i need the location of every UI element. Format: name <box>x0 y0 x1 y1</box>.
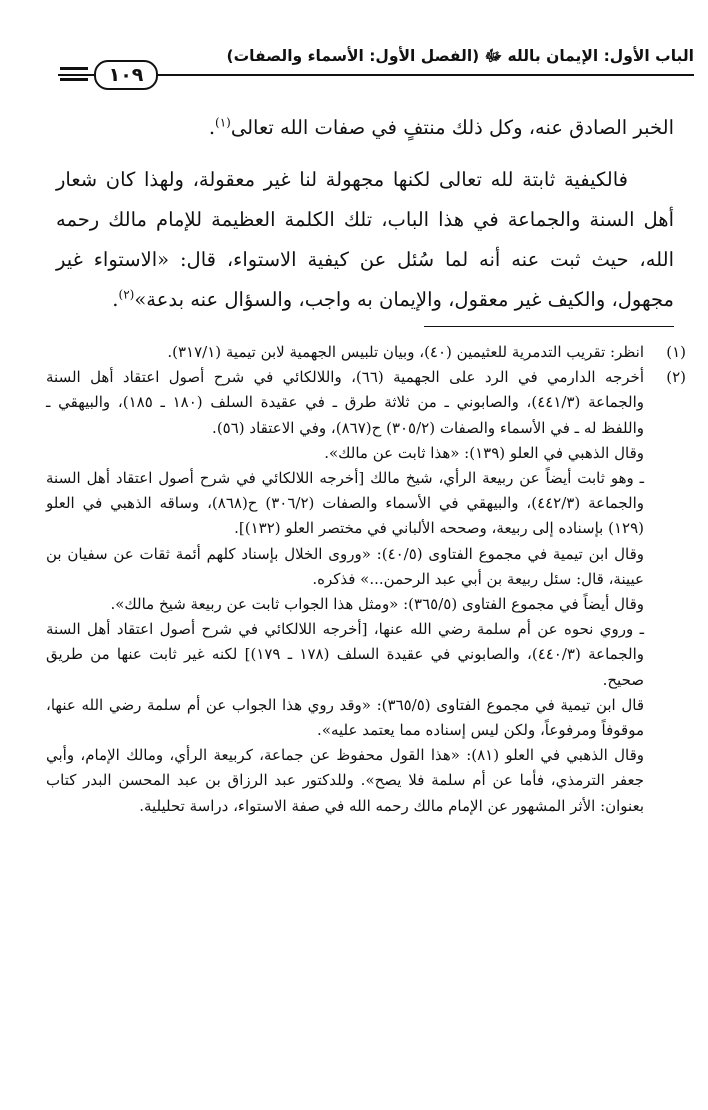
footnote-separator <box>424 326 674 327</box>
footnote-paragraph: ـ وهو ثابت أيضاً عن ربيعة الرأي، شيخ مالك [أخرجه اللالكائي في شرح أصول اعتقاد أهل السنة والجماعة (٤٤٢/٣)، والبيهقي في الأسماء والصفات (٣٠٦/٢) ح(٨٦٨)، وساقه الذهبي في العلو (١٢٩) بإسناده إلى ربيعة، وصححه الألباني في مختصر العلو (١٣٢)]. <box>46 469 644 538</box>
footnote-ref-2[interactable]: (٢) <box>118 287 135 302</box>
page-number-ornament <box>38 58 162 90</box>
footnote-number: (١) <box>666 343 686 361</box>
main-paragraph-1 <box>56 108 674 148</box>
main-paragraph-2-text: فالكيفية ثابتة لله تعالى لكنها مجهولة لنا غير معقولة، ولهذا كان شعار أهل السنة والجماعة في هذا الباب، تلك الكلمة العظيمة للإمام مالك رحمه الله، حيث ثبت عنه أنه لما سُئل عن كيفية الاستواء، قال: «الاستواء غير مجهول، والكيف غير معقول، والإيمان به واجب، والسؤال عنه بدعة» <box>56 168 674 311</box>
footnote-paragraph: أخرجه الدارمي في الرد على الجهمية (٦٦)، واللالكائي في شرح أصول اعتقاد أهل السنة والجماعة (٤٤١/٣)، والصابوني ـ من ثلاثة طرق ـ في عقيدة السلف (١٨٠ ـ ١٨٥)، والبيهقي ـ واللفظ له ـ في الأسماء والصفات (٣٠٥/٢) ح(٨٦٧)، وفي الاعتقاد (٥٦). <box>46 368 644 437</box>
footnote-1 <box>46 340 686 365</box>
footnote-paragraph: وقال أيضاً في مجموع الفتاوى (٣٦٥/٥): «ومثل هذا الجواب ثابت عن ربيعة شيخ مالك». <box>110 595 644 614</box>
footnote-paragraph: وقال الذهبي في العلو (٨١): «هذا القول محفوظ عن جماعة، كربيعة الرأي، ومالك الإمام، وأبي جعفر الترمذي، فأما عن أم سلمة فلا يصح». وللدكتور عبد الرزاق بن عبد المحسن البدر كتاب بعنوان: الأثر المشهور عن الإمام مالك رحمه الله في صفة الاستواء، دراسة تحليلية. <box>46 746 644 815</box>
footnote-paragraph: وقال الذهبي في العلو (١٣٩): «هذا ثابت عن مالك». <box>324 443 644 462</box>
chapter-title: الباب الأول: الإيمان بالله ﷻ (الفصل الأول: الأسماء والصفات) <box>226 47 694 65</box>
main-text <box>56 108 674 320</box>
main-paragraph-1-text: الخبر الصادق عنه، وكل ذلك منتفٍ في صفات الله تعالى <box>230 116 674 139</box>
page-number: ١٠٩ <box>94 60 158 90</box>
main-paragraph-2 <box>56 160 674 320</box>
ornament-double-line <box>60 67 88 81</box>
footnote-2 <box>46 365 686 819</box>
footnote-number: (٢) <box>666 368 686 387</box>
footnote-paragraph: وقال ابن تيمية في مجموع الفتاوى (٤٠/٥): «وروى الخلال بإسناد كلهم أئمة ثقات عن سفيان بن عيينة، قال: سئل ربيعة بن أبي عبد الرحمن...» فذكره. <box>46 544 644 588</box>
footnotes <box>46 340 686 819</box>
footnote-paragraph: انظر: تقريب التدمرية للعثيمين (٤٠)، وبيان تلبيس الجهمية لابن تيمية (٣١٧/١). <box>167 343 644 361</box>
main-paragraph-2-end: . <box>112 288 119 311</box>
footnote-ref-1[interactable]: (١) <box>215 115 231 130</box>
footnote-paragraph: قال ابن تيمية في مجموع الفتاوى (٣٦٥/٥): «وقد روي هذا الجواب عن أم سلمة رضي الله عنها، موقوفاً ومرفوعاً، ولكن ليس إسناده مما يعتمد عليه». <box>46 695 644 740</box>
footnote-paragraph: ـ وروي نحوه عن أم سلمة رضي الله عنها، [أخرجه اللالكائي في شرح أصول اعتقاد أهل السنة والجماعة (٤٤٠/٣)، والصابوني في عقيدة السلف (١٧٨ ـ ١٧٩)] لكنه غير ثابت عنها من طريق صحيح. <box>46 620 644 689</box>
main-paragraph-1-end: . <box>208 116 216 139</box>
